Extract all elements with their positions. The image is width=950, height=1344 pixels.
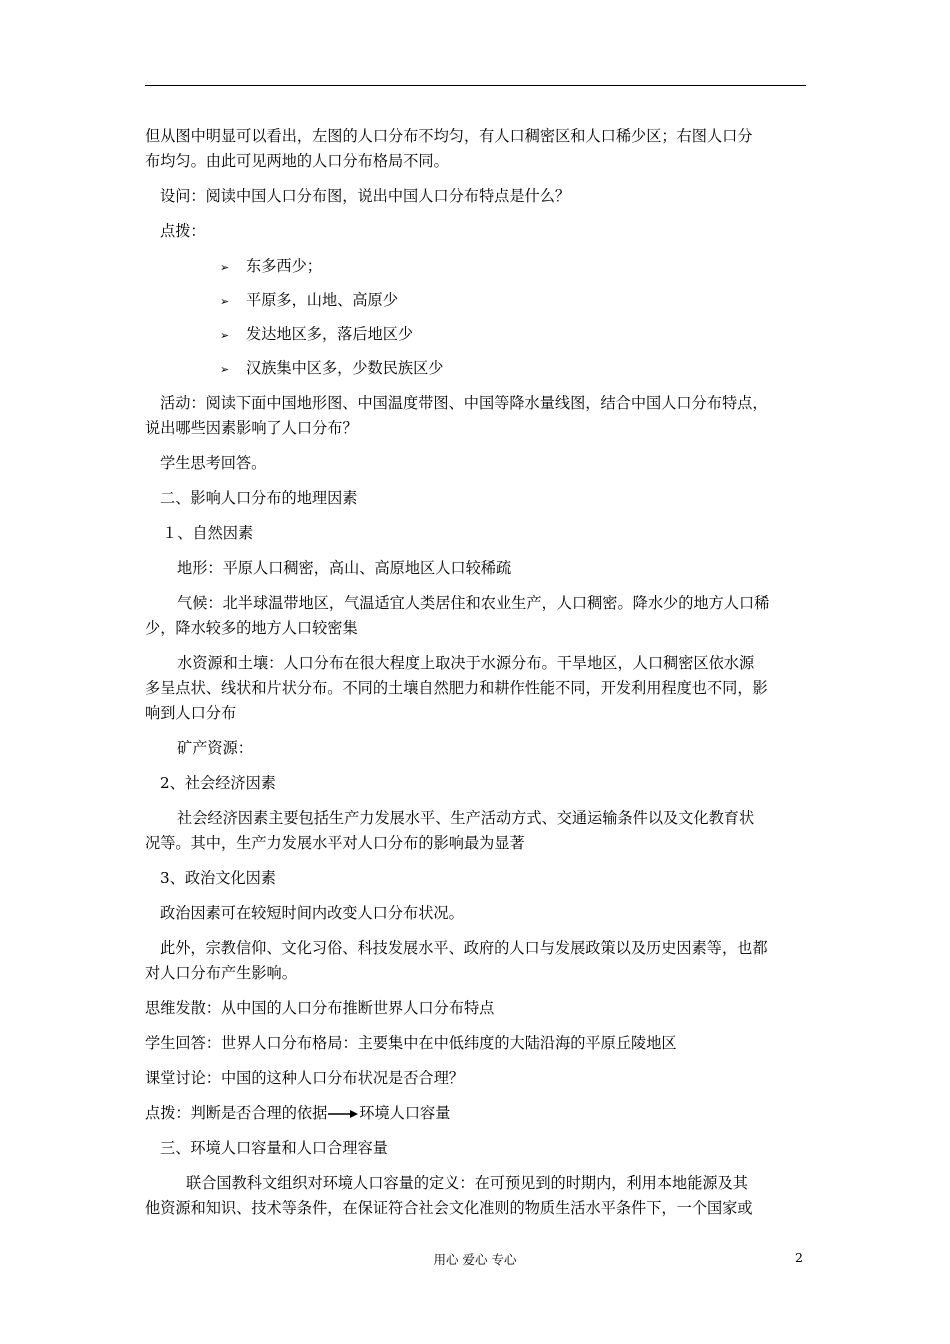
paragraph-line: 思维发散：从中国的人口分布推断世界人口分布特点 (145, 999, 495, 1017)
paragraph-line: 布均匀。由此可见两地的人口分布格局不同。 (145, 152, 449, 170)
arrowhead-bullet-icon: ➢ (220, 329, 230, 342)
paragraph-line: 少，降水较多的地方人口较密集 (145, 619, 358, 637)
paragraph-line: 联合国教科文组织对环境人口容量的定义：在可预见到的时期内，利用本地能源及其 (186, 1174, 748, 1192)
arrowhead-bullet-icon: ➢ (220, 295, 230, 308)
paragraph-line: 课堂讨论：中国的这种人口分布状况是否合理？ (145, 1069, 464, 1087)
paragraph-line: 多呈点状、线状和片状分布。不同的土壤自然肥力和耕作性能不同，开发利用程度也不同，影 (145, 679, 768, 697)
subsection-heading: 3、政治文化因素 (160, 869, 276, 887)
right-arrow-icon (328, 1109, 358, 1119)
page-number: 2 (795, 1250, 803, 1265)
question-line: 设问：阅读中国人口分布图，说出中国人口分布特点是什么？ (160, 187, 571, 205)
paragraph-line: 此外，宗教信仰、文化习俗、科技发展水平、政府的人口与发展政策以及历史因素等，也都 (160, 939, 768, 957)
paragraph-line: 学生回答：世界人口分布格局：主要集中在中低纬度的大陆沿海的平原丘陵地区 (145, 1034, 677, 1052)
bullet-item: ➢ 平原多，山地、高原少 (220, 288, 398, 314)
paragraph-line: 他资源和知识、技术等条件，在保证符合社会文化准则的物质生活水平条件下，一个国家或 (145, 1199, 753, 1217)
footer-text: 用心 爱心 专心 (433, 1252, 517, 1267)
subsection-heading: 2、社会经济因素 (160, 774, 276, 792)
answer-line: 学生思考回答。 (160, 454, 267, 472)
paragraph-line: 矿产资源： (177, 739, 253, 757)
paragraph-line: 但从图中明显可以看出，左图的人口分布不均匀，有人口稠密区和人口稀少区；右图人口分 (145, 127, 753, 145)
bullet-item: ➢ 汉族集中区多，少数民族区少 (220, 356, 443, 382)
paragraph-line: 社会经济因素主要包括生产力发展水平、生产活动方式、交通运输条件以及文化教育状 (177, 809, 755, 827)
paragraph-line: 响到人口分布 (145, 704, 237, 722)
paragraph-line: 地形：平原人口稠密，高山、高原地区人口较稀疏 (177, 559, 512, 577)
header-rule (145, 85, 806, 86)
section-heading: 二、影响人口分布的地理因素 (160, 489, 358, 507)
paragraph-line: 点拨：判断是否合理的依据 环境人口容量 (145, 1104, 451, 1122)
hint-label: 点拨： (160, 222, 206, 240)
paragraph-line: 对人口分布产生影响。 (145, 964, 297, 982)
arrowhead-bullet-icon: ➢ (220, 261, 230, 274)
activity-line: 说出哪些因素影响了人口分布？ (145, 419, 358, 437)
bullet-item: ➢ 发达地区多，落后地区少 (220, 322, 413, 348)
paragraph-line: 政治因素可在较短时间内改变人口分布状况。 (160, 904, 464, 922)
paragraph-line: 气候：北半球温带地区，气温适宜人类居住和农业生产，人口稠密。降水少的地方人口稀 (177, 594, 770, 612)
activity-line: 活动：阅读下面中国地形图、中国温度带图、中国等降水量线图，结合中国人口分布特点， (160, 394, 768, 412)
paragraph-line: 水资源和土壤：人口分布在很大程度上取决于水源分布。干旱地区，人口稠密区依水源 (177, 654, 755, 672)
section-heading: 三、环境人口容量和人口合理容量 (160, 1139, 388, 1157)
bullet-item: ➢ 东多西少； (220, 254, 322, 280)
paragraph-line: 况等。其中，生产力发展水平对人口分布的影响最为显著 (145, 834, 525, 852)
arrowhead-bullet-icon: ➢ (220, 363, 230, 376)
subsection-heading: １、自然因素 (162, 524, 254, 542)
